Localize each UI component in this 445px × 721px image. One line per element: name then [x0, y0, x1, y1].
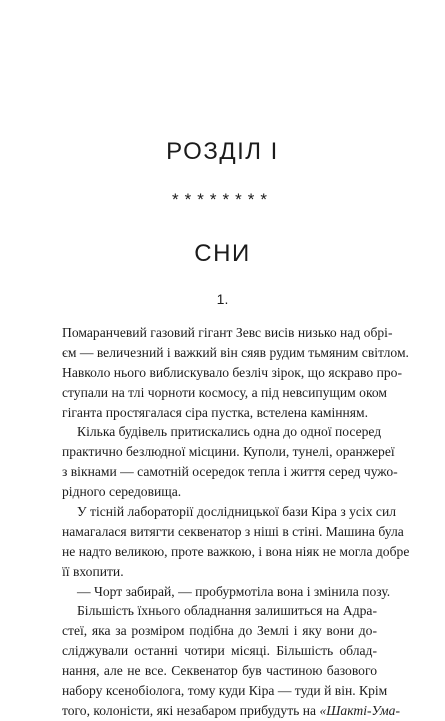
text-line-content: не надто великою, проте важкою, і вона ніяк не могла добре [62, 543, 410, 559]
text-line [62, 701, 400, 721]
text-line-content: практично безлюдної місцини. Куполи, тунелі, оранжереї [62, 444, 395, 460]
text-line [62, 482, 377, 502]
text-line [62, 562, 377, 582]
text-line [62, 323, 393, 343]
body-text [62, 323, 410, 721]
text-line-content: Більшість їхнього обладнання залишиться на Адра- [77, 603, 377, 619]
text-line [62, 542, 410, 562]
text-line-content: того, колоністи, які незабаром прибудуть на [62, 702, 320, 718]
text-line-content: гіганта простягалася сіра пустка, встелена камінням. [62, 404, 369, 420]
text-line [62, 661, 377, 681]
text-line-content: Помаранчевий газовий гігант Зевс висів низько над обрі- [62, 325, 393, 340]
text-line [62, 462, 398, 482]
text-line [62, 582, 391, 602]
section-number: 1. [216, 291, 229, 307]
text-line-content: Кілька будівель притискались одна до одної посеред [77, 424, 382, 440]
text-line [62, 383, 388, 403]
ornament-separator: ******** [172, 190, 273, 209]
text-line-content: її вхопити. [62, 563, 124, 579]
text-line [62, 621, 377, 641]
text-line [62, 641, 377, 661]
text-line-content: стеї, яка за розміром подібна до Землі і яку вони до- [62, 623, 377, 639]
text-line-content: з вікнами — самотній осередок тепла і життя серед чужо- [62, 464, 398, 480]
part-title: РОЗДІЛ І [166, 138, 279, 165]
text-line [62, 522, 404, 542]
chapter-title: СНИ [194, 240, 251, 267]
text-line-content: Навколо нього виблискувало безліч зірок, що яскраво про- [62, 364, 402, 380]
text-line-content: нання, але не все. Секвенатор був частиною базового [62, 663, 377, 679]
text-line-content: сліджували останні чотири місяці. Більшість облад- [62, 643, 377, 659]
text-line [62, 343, 409, 363]
text-line-content: набору ксенобіолога, тому куди Кіра — туди й він. Крім [62, 683, 388, 699]
text-line-content: єм — величезний і важкий він сяяв рудим тьмяним світлом. [62, 344, 409, 360]
italic-ship-name: «Шакті-Ума- [319, 702, 400, 718]
text-line-content: У тісній лабораторії дослідницької бази Кіра з усіх сил [77, 504, 397, 520]
text-line [62, 363, 402, 383]
text-line [62, 422, 382, 442]
text-line-content: намагалася витягти секвенатор з ніші в стіні. Машина була [62, 523, 404, 539]
text-line-content: рідного середовища. [62, 484, 182, 500]
text-line [62, 403, 377, 423]
text-line-content: — Чорт забирай, — пробурмотіла вона і змінила позу. [77, 583, 391, 599]
text-line [62, 442, 395, 462]
text-line [62, 681, 388, 701]
text-line-content: ступали на тлі чорноти космосу, а під невсипущим оком [62, 384, 388, 400]
text-line [62, 601, 377, 621]
text-line [62, 502, 397, 522]
